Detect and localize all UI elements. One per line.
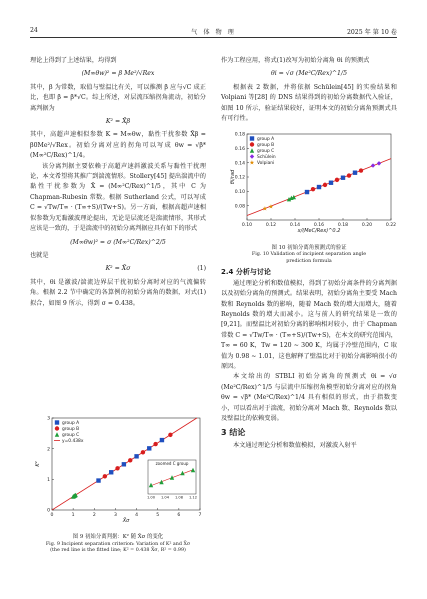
data-point	[147, 446, 151, 450]
data-point: ★	[262, 205, 268, 213]
data-point	[359, 169, 363, 173]
y-tick-label: 0.16	[234, 147, 245, 153]
data-point	[115, 466, 119, 470]
data-point	[168, 433, 172, 437]
figure-9-caption-en-2: (the red line is the fitted line; K² = 0.438 X̄σ, R² = 0.99)	[50, 548, 186, 553]
figure-9-caption-en: Fig. 9 Incipient separation criterion: Variation of K² and X̄σ	[45, 541, 191, 547]
data-point	[109, 470, 113, 474]
x-tick-label: 6	[177, 513, 181, 518]
inset-tick-label: 1.00	[146, 495, 156, 500]
figure-10-caption-cn: 图 10 初始分离角预测式的验证	[271, 244, 347, 251]
data-point	[141, 450, 145, 454]
data-point	[341, 176, 345, 180]
data-point	[347, 174, 351, 178]
equation: K² = X̄β	[105, 118, 131, 126]
paragraph: 其中，β 为常数，取值与壁温比有关，可以推测 β 应与√C 成正比，也即 β = β*√C。综上所述，对层流压缩拐角流动，初始分离判据为	[30, 83, 206, 112]
figure-9-chart	[30, 412, 206, 530]
x-tick-label: 2	[92, 513, 96, 518]
figure-10-caption-en: Fig. 10 Validation of incipient separation angle	[251, 252, 367, 258]
legend-marker	[250, 149, 254, 153]
paragraph: 其中，θi 是激波/湍流边界层干扰初始分离时对应的气流偏转角。根据 2.2 节中确定的各算例的初始分离角的数据，对式(1)拟合，如图 9 所示，得到 σ = 0.438。	[30, 278, 206, 307]
legend-label: group B	[62, 427, 80, 432]
figure-9-caption-cn: 图 9 初始分离判据：K² 随 X̄σ 的变化	[72, 534, 164, 540]
x-tick-label: 0	[50, 513, 54, 518]
figure-10	[221, 128, 397, 265]
data-point	[353, 171, 357, 175]
right-column	[221, 56, 397, 451]
y-tick-label: 0.10	[234, 190, 245, 196]
x-tick-label: 3	[113, 513, 117, 518]
x-tick-label: 7	[198, 513, 202, 518]
y-tick-label: 0.12	[234, 176, 245, 182]
paragraph: 通过理论分析和数值模拟，得到了初始分离条件的分离判据以及初始分离角的预测式。结果表明，初始分离角主要受 Mach 数和 Reynolds 数的影响，随着 Mach 数的增大而增大，随着 Reynolds 数的增大而减小。这与前人的研究结果是一致的[9,21]。而壁温比对初始分离的影响相对较小，由于 Chapman 常数 C = √Tw/T∞ · (T∞+S)/(Tw+S)，在本文的研究范围内，T∞ = 60 K，Tw = 120 ~ 300 K，均属于冷壁范围内，C 取值为 0.98 ~ 1.01，这也解释了壁温比对于初始分离影响很小的原因。	[221, 279, 397, 370]
x-tick-label: 0.10	[241, 223, 253, 229]
legend-marker	[55, 426, 59, 430]
paragraph: 本文通过理论分析和数值模拟，对激波入射平	[233, 441, 357, 449]
paragraph: 也就是	[30, 251, 49, 259]
data-point	[160, 438, 164, 442]
y-tick-label: 0.18	[234, 133, 245, 139]
data-point	[329, 181, 333, 185]
data-point	[317, 185, 321, 189]
section-heading-3: 3 结论	[221, 428, 246, 438]
issue-info: 2025 年 第 10 卷	[346, 29, 397, 36]
legend-marker: ★	[249, 159, 255, 167]
inset-tick-label: 1.04	[160, 495, 170, 500]
x-tick-label: 1	[71, 513, 75, 518]
equation: (M∞θw)² = σ (M∞²C/Rex)^2/5	[70, 238, 166, 246]
y-axis-label: θi/rad	[230, 170, 236, 185]
legend-label: group B	[257, 143, 275, 149]
x-tick-label: 0.22	[385, 223, 397, 229]
y-tick-label: 0	[47, 508, 50, 514]
data-point	[96, 478, 100, 482]
legend-marker	[250, 137, 254, 141]
left-column	[30, 56, 206, 309]
legend-label: Volpiani	[257, 161, 275, 167]
data-point	[335, 178, 339, 182]
journal-name: 气 体 物 理	[191, 29, 236, 36]
page-number: 24	[30, 27, 38, 34]
data-point	[323, 183, 327, 187]
x-tick-label: 0.16	[313, 223, 325, 229]
data-point	[311, 187, 315, 191]
data-point	[103, 474, 107, 478]
x-tick-label: 5	[156, 513, 160, 518]
paragraph: 根据表 2 数据，并将依据 Schülein[45] 的实验结果和 Volpiani 等[28] 的 DNS 结果得到的初始分离数据代入验证，如图 10 所示，验证结果较好，证明本文的初始分离角预测式具有可行性。	[221, 83, 397, 123]
data-point	[134, 454, 138, 458]
inset-label: zoomed C group	[155, 461, 189, 466]
equation-1	[30, 264, 206, 274]
paragraph: 理论上得到了上述结果，均得到	[30, 57, 117, 64]
y-tick-label: 1	[47, 477, 50, 483]
x-tick-label: 0.12	[265, 223, 277, 229]
equation-text: K² = X̄σ	[105, 265, 131, 273]
y-tick-label: 0.08	[234, 204, 245, 210]
legend-label: group C	[257, 149, 275, 155]
data-point: ★	[268, 203, 274, 211]
data-point	[377, 162, 381, 166]
section-heading-2-4: 2.4 分析与讨论	[221, 268, 271, 277]
legend-label: group A	[62, 421, 80, 426]
y-axis-label: K²	[35, 461, 41, 467]
paragraph: 其中，高超声速相似参数 K = M∞θw，黏性干扰参数 X̄β = β0Me²/√Rex。初始分离对应的拐角可以写成 θw = √β* (M∞²C/Rex)^1/4。	[30, 131, 206, 160]
y-tick-label: 2	[47, 447, 50, 453]
legend-marker	[55, 420, 59, 424]
x-tick-label: 4	[135, 513, 139, 518]
x-tick-label: 0.20	[361, 223, 373, 229]
inset-tick-label: 1.12	[188, 495, 198, 500]
x-tick-label: 0.18	[337, 223, 349, 229]
data-point	[292, 195, 296, 199]
paragraph: 本文给出的 STBLI 初始分离角的预测式 θi = √σ (Me²C/Rex)^1/5 与层流中压缩拐角模型初始分离对应的拐角 θw = √β* (Me²C/Rex)^1/4 具有相似的形式，由于指数变小，可以看出对于湍流，初始分离对 Mach 数、Reynolds 数以及壁温比的依赖变弱。	[221, 373, 397, 423]
x-axis-label: x/(MeC/Rex)^0.2	[297, 228, 341, 235]
data-point	[128, 458, 132, 462]
legend-marker	[250, 155, 254, 159]
data-point	[305, 190, 309, 194]
legend-label: Schülein	[257, 155, 276, 161]
legend-label: y=0.438x	[62, 439, 84, 444]
paragraph: 该分离判据主要依赖于高超声速斜激波关系与黏性干扰理论，本文希望将其推广到湍流情形。Stollery[45] 提出湍流中的黏性干扰参数为 X̄ = (M∞²C/Rex)^1/5，其中 C 为 Chapman-Rubesin 常数。根据 Sutherland 公式，可以写成 C = √Tw/T∞ · (T∞+S)/(Tw+S)。另一方面，根据高超声速相似参数为无黏激波理论提出，无论是层流还是湍流情形，其形式应该是一致的，于是湍流中的初始分离判据应具有如下的形式	[30, 162, 206, 233]
data-point	[122, 462, 126, 466]
figure-10-caption-en-2: prediction formula	[286, 258, 332, 264]
figure-10-chart	[221, 128, 397, 240]
equation: θi = √σ (Me²C/Rex)^1/5	[270, 70, 348, 78]
paragraph: 作为工程应用，将式(1)改写为初始分离角 θi 的预测式	[221, 57, 370, 64]
x-tick-label: 0.14	[289, 223, 301, 229]
figure-9	[30, 412, 206, 555]
data-point	[153, 442, 157, 446]
legend-label: group A	[257, 137, 275, 143]
x-axis-label: X̄σ	[122, 518, 130, 524]
inset-tick-label: 1.08	[174, 495, 184, 500]
legend-label: group C	[62, 433, 80, 438]
legend-marker	[250, 143, 254, 147]
equation: (M∞θw)² = β Me²/√Rex	[81, 70, 155, 78]
y-tick-label: 3	[47, 416, 50, 422]
equation-number: (1)	[197, 265, 206, 273]
running-header	[30, 26, 397, 38]
data-point	[371, 164, 375, 168]
legend-marker	[55, 432, 59, 436]
y-tick-label: 0.14	[234, 161, 245, 167]
